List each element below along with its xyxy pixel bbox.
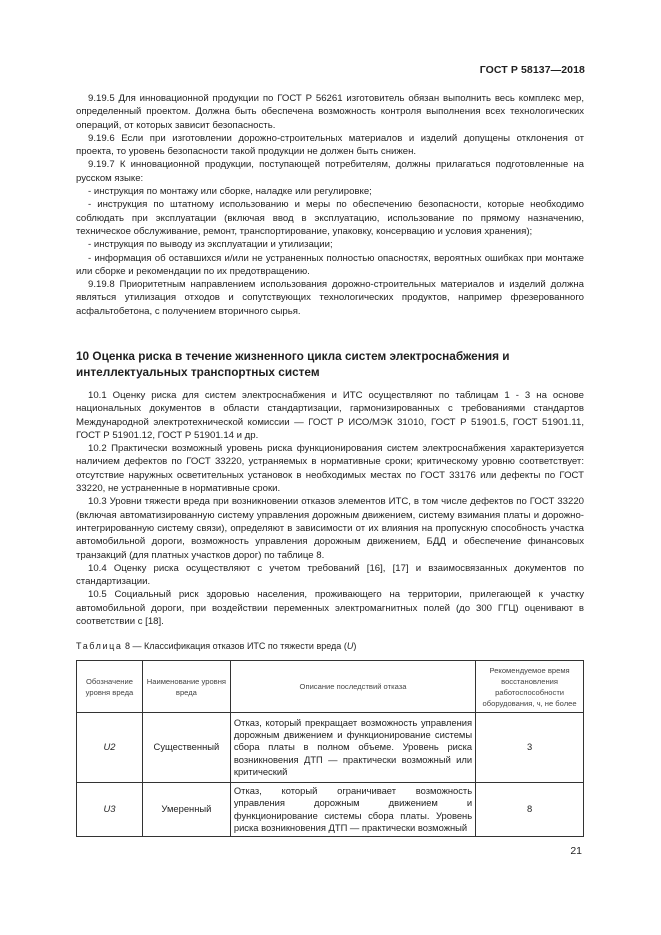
- paragraph-9-19-6: 9.19.6 Если при изготовлении дорожно-строительных материалов и изделий допущены отклонения от проекта, то уровень безопасности такой продукции не должен быть снижен.: [76, 132, 584, 158]
- list-item-decommission: - инструкция по выводу из эксплуатации и утилизации;: [88, 239, 333, 251]
- paragraph-9-19-7: 9.19.7 К инновационной продукции, поступающей потребителям, должны прилагаться подготовленные на русском языке:: [76, 159, 584, 184]
- body-text-section: [76, 389, 584, 628]
- list-item-usage: - инструкция по штатному использованию и меры по обеспечению безопасности, которые необходимо соблюдать при эксплуатации (включая ввод в эксплуатацию, использование по прямому назначению, техническое обслуживание, ремонт, транспортирование, упаковку, консервацию и условия хранения);: [76, 199, 584, 237]
- header-level-code: Обозначение уровня вреда: [77, 661, 143, 713]
- cell-description: Отказ, который прекращает возможность управления дорожным движением и функционирование системы сбора платы в полном объеме. Уровень риска возникновения ДТП — практически возможный или критический: [230, 713, 475, 783]
- paragraph-10-5: 10.5 Социальный риск здоровью населения, проживающего на территории, прилегающей к участку автомобильной дороги, при воздействии переменных электромагнитных полей (до 300 ГГЦ) оценивают в соответствии с [18].: [76, 589, 584, 628]
- paragraph-9-19-8: 9.19.8 Приоритетным направлением использования дорожно-строительных материалов и изделий должна являться утилизация отходов и сопутствующих технологических продуктов, например фрезерованного асфальтобетона, с получением вторичного сырья.: [76, 279, 584, 317]
- paragraph-10-1: 10.1 Оценку риска для систем электроснабжения и ИТС осуществляют по таблицам 1 - 3 на основе национальных документов в области стандартизации, гармонизированных с требованиями стандартов Международной электротехнической комиссии — ГОСТ Р ИСО/МЭК 31010, ГОСТ Р 51901.5, ГОСТ 51901.11, ГОСТ Р 51901.12, ГОСТ Р 51901.14 и др.: [76, 390, 584, 441]
- cell-name: Существенный: [142, 713, 230, 783]
- paragraph-10-4: 10.4 Оценку риска осуществляют с учетом требований [16], [17] и взаимосвязанных документов по стандартизации.: [76, 562, 584, 588]
- table-row: [77, 713, 584, 783]
- table-row: [77, 783, 584, 837]
- table-caption-prefix: Таблица: [76, 641, 123, 651]
- header-level-name: Наименование уровня вреда: [142, 661, 230, 713]
- document-code-header: ГОСТ Р 58137—2018: [479, 64, 585, 76]
- cell-level: U2: [77, 713, 143, 783]
- cell-name: Умеренный: [142, 783, 230, 837]
- cell-hours: 3: [476, 713, 584, 783]
- table-caption-text: 8 — Классификация отказов ИТС по тяжести вреда (: [122, 641, 347, 651]
- cell-description: Отказ, который ограничивает возможность управления дорожным движением и функционирование системы сбора платы. Уровень риска возникновения ДТП — практически возможный: [230, 783, 475, 837]
- paragraph-10-3: 10.3 Уровни тяжести вреда при возникновении отказов элементов ИТС, в том числе дефектов по ГОСТ 33220 (включая автоматизированную систему управления дорожным движением, систему взимания платы и дорожно-интегрированную систему связи), определяют в зависимости от их влияния на пропускную способность участка автомобильной дороги, возможность управления дорожным движением, БДД и обеспечение финансовых транзакций (для платных участков дорог) по таблице 8.: [76, 496, 584, 561]
- cell-hours: 8: [476, 783, 584, 837]
- table-caption: [76, 641, 356, 651]
- list-item-installation: - инструкция по монтажу или сборке, наладке или регулировке;: [88, 186, 372, 198]
- harm-classification-table: [76, 660, 584, 837]
- header-description: Описание последствий отказа: [230, 661, 475, 713]
- section-heading: 10 Оценка риска в течение жизненного цикла систем электроснабжения и интеллектуальных транспортных систем: [76, 349, 510, 379]
- paragraph-9-19-5: 9.19.5 Для инновационной продукции по ГОСТ Р 56261 изготовитель обязан выполнить весь комплекс мер, определенный проектом. Должна быть обеспечена возможность контроля выполнения всех технологических операций, от которых зависит безопасность.: [76, 93, 584, 131]
- page-number: 21: [570, 845, 582, 857]
- body-text-top: [76, 92, 584, 318]
- cell-level: U3: [77, 783, 143, 837]
- table-caption-symbol: U: [346, 641, 354, 651]
- paragraph-10-2: 10.2 Практически возможный уровень риска функционирования систем электроснабжения характеризуется наличием дефектов по ГОСТ 33220, устраняемых в нормативные сроки; критическому уровню соответствует: отсутствие наружных осветительных установок в необходимых местах по ГОСТ 33176 или дефекты по ГОСТ 33220, не устраненные в нормативные сроки.: [76, 443, 584, 495]
- header-recovery-time: Рекомендуемое время восстановления работоспособности оборудования, ч, не более: [476, 661, 584, 713]
- list-item-hazards: - информация об оставшихся и/или не устраненных полностью опасностях, вероятных ошибках при монтаже или сборке и рекомендации по их предотвращению.: [76, 252, 584, 277]
- table-header-row: [77, 661, 584, 713]
- table-caption-close: ): [353, 641, 357, 651]
